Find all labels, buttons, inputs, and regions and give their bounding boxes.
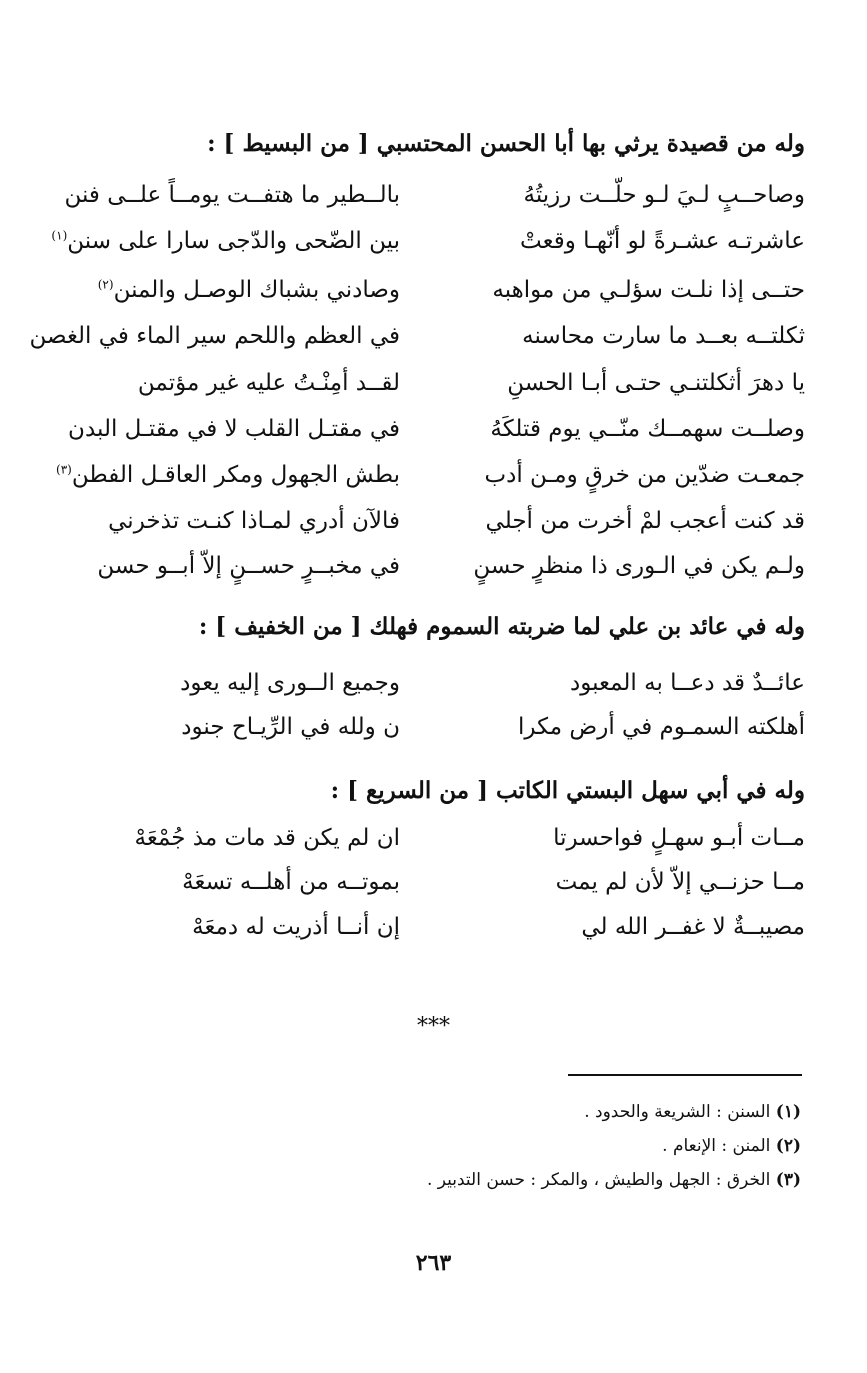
verse-first-hemistich: مــا حزنــي إلاّ لأن لم يمت bbox=[555, 869, 805, 895]
poem-heading: وله في أبي سهل البستي الكاتب [ من السريع ] : bbox=[330, 777, 805, 804]
verse bbox=[62, 370, 805, 414]
footnote-text: السنن : الشريعة والحدود . bbox=[584, 1102, 771, 1122]
footnote-text: المنن : الإنعام . bbox=[662, 1136, 771, 1156]
verse bbox=[29, 323, 805, 367]
poem-heading: وله في عائد بن علي لما ضربته السموم فهلك [ من الخفيف ] : bbox=[198, 613, 805, 640]
footnote bbox=[427, 1170, 801, 1190]
verse-first-hemistich: جمعـت ضدّين من خرقٍ ومـن أدب bbox=[484, 462, 805, 488]
footnote-text: الخرق : الجهل والطيش ، والمكر : حسن التدبير . bbox=[426, 1170, 771, 1190]
verse-first-hemistich: عائــدٌ قد دعــا به المعبود bbox=[569, 670, 805, 696]
verse bbox=[62, 714, 805, 758]
verse-second-hemistich: في مقتـل القلب لا في مقتـل البدن bbox=[68, 416, 400, 442]
footnote-ref: (١) bbox=[51, 228, 68, 243]
verse-first-hemistich: يا دهرَ أثكلتنـي حتـى أبـا الحسنِ bbox=[507, 370, 805, 396]
verse bbox=[62, 553, 805, 597]
footnote bbox=[584, 1102, 801, 1122]
verse bbox=[62, 508, 805, 552]
verse-second-hemistich: بموتــه من أهلــه تسعَهْ bbox=[182, 869, 400, 895]
verse-second-hemistich: وصادني بشباك الوصـل والمنن$^{(٢)}$ bbox=[97, 277, 400, 303]
verse-second-hemistich: ان لم يكن قد مات مذ جُمْعَهْ bbox=[134, 825, 400, 851]
verse-first-hemistich: عاشرتـه عشـرةً لو أنّهـا وقعتْ bbox=[520, 228, 805, 254]
verse-first-hemistich: مصيبــةٌ لا غفــر الله لي bbox=[581, 914, 805, 940]
verse-second-hemistich: بين الضّحى والدّجى سارا على سنن$^{(١)}$ bbox=[51, 228, 400, 254]
verse bbox=[62, 825, 805, 869]
verse-first-hemistich: قد كنت أعجب لمْ أخرت من أجلي bbox=[485, 508, 805, 534]
verse bbox=[62, 670, 805, 714]
verse-second-hemistich: بطش الجهول ومكر العاقـل الفطن$^{(٣)}$ bbox=[56, 462, 400, 488]
verse-second-hemistich: لقــد أمِنْـتُ عليه غير مؤتمن bbox=[137, 370, 400, 396]
verse-first-hemistich: أهلكته السمـوم في أرض مكرا bbox=[518, 714, 805, 740]
footnote-number: (١) bbox=[775, 1102, 801, 1122]
verse-second-hemistich: وجميع الــورى إليه يعود bbox=[180, 670, 400, 696]
verse-first-hemistich: مــات أبـو سهـلٍ فواحسرتا bbox=[553, 825, 805, 851]
verse bbox=[51, 228, 805, 272]
footnote-number: (٣) bbox=[775, 1170, 801, 1190]
section-separator: *** bbox=[417, 1014, 450, 1039]
verse bbox=[62, 182, 805, 226]
footnote-ref: (٣) bbox=[56, 462, 72, 477]
footnote-number: (٢) bbox=[775, 1136, 801, 1156]
verse-second-hemistich: ن ولله في الرِّيـاح جنود bbox=[181, 714, 400, 740]
footnote bbox=[662, 1136, 801, 1156]
verse-second-hemistich: في مخبــرٍ حســنٍ إلاّ أبــو حسن bbox=[97, 553, 400, 579]
verse-second-hemistich: بالــطير ما هتفــت يومــاً علــى فنن bbox=[64, 182, 400, 208]
verse-first-hemistich: وصاحــبٍ لـيَ لـو حلّــت رزيتُهُ bbox=[523, 182, 805, 208]
verse-first-hemistich: ثكلتــه بعــد ما سارت محاسنه bbox=[522, 323, 805, 349]
footnote-ref: (٢) bbox=[97, 277, 114, 292]
verse bbox=[62, 914, 805, 958]
verse-first-hemistich: حتــى إذا نلـت سؤلـي من مواهبه bbox=[492, 277, 805, 303]
verse-second-hemistich: فالآن أدري لمـاذا كنـت تذخرني bbox=[108, 508, 400, 534]
verse bbox=[62, 416, 805, 460]
footnote-divider bbox=[568, 1074, 802, 1076]
verse-first-hemistich: ولـم يكن في الـورى ذا منظرٍ حسنٍ bbox=[473, 553, 805, 579]
page-number: ٢٦٣ bbox=[415, 1250, 452, 1276]
verse-second-hemistich: إن أنــا أذريت له دمعَهْ bbox=[192, 914, 400, 940]
verse bbox=[62, 277, 805, 321]
verse-first-hemistich: وصلــت سهمــك منّــي يوم قتلكَهُ bbox=[490, 416, 805, 442]
verse-second-hemistich: في العظم واللحم سير الماء في الغصن bbox=[29, 323, 400, 349]
verse bbox=[62, 869, 805, 913]
verse bbox=[56, 462, 805, 506]
poem-heading: وله من قصيدة يرثي بها أبا الحسن المحتسبي [ من البسيط ] : bbox=[207, 130, 805, 157]
